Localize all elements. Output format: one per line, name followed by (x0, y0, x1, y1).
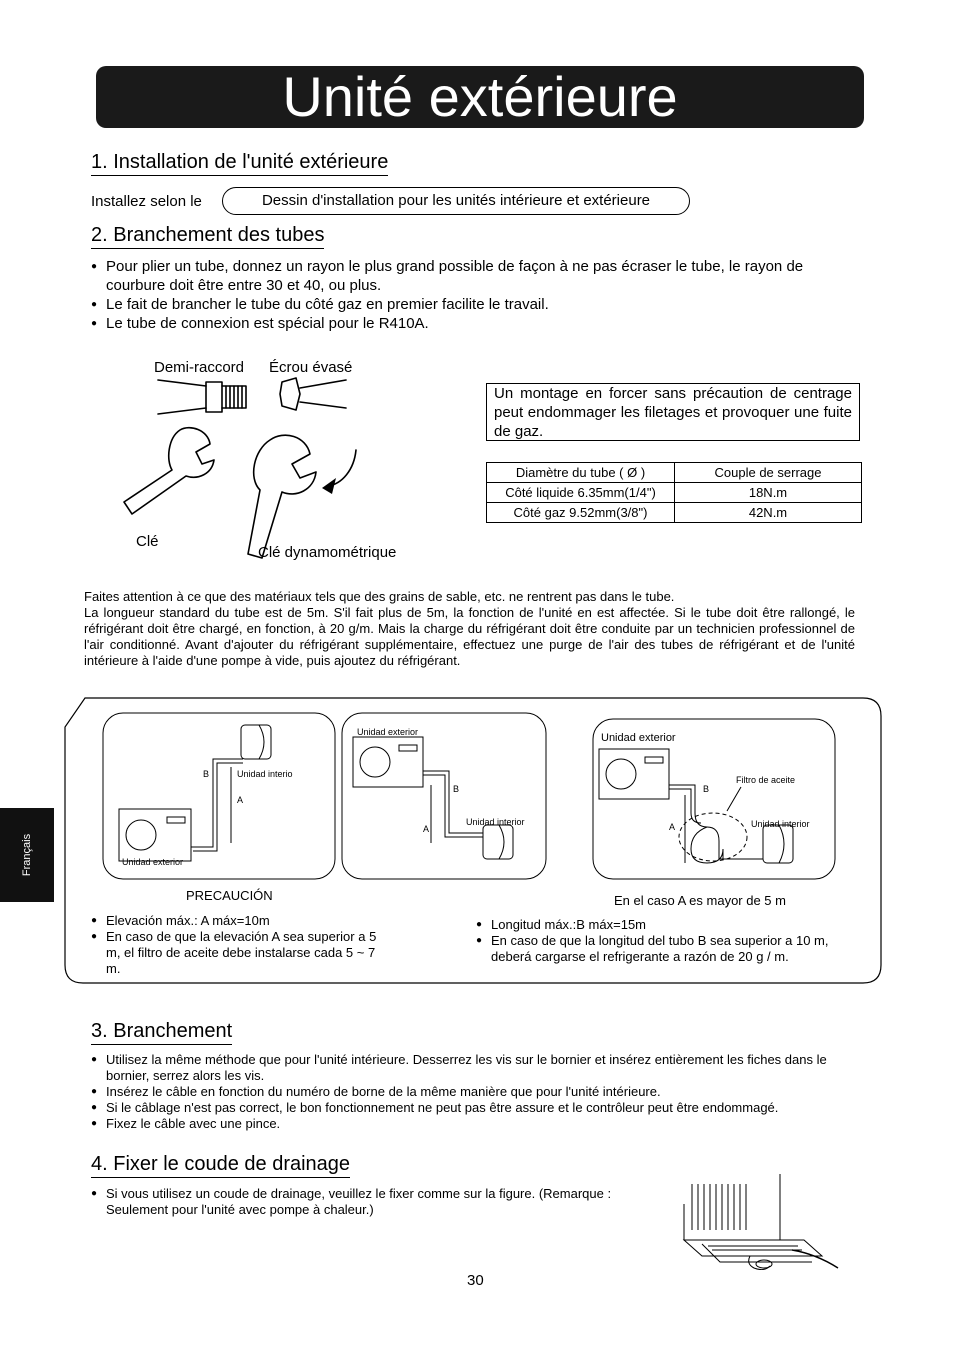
list-item: ● En caso de que la longitud del tubo B sea superior a 10 m, deberá cargarse el refrigerante a razón de 20 g / m. (476, 933, 856, 965)
table-cell: 18N.m (675, 483, 862, 503)
table-row (487, 503, 862, 523)
d3-outdoor-label: Unidad exterior (601, 732, 676, 744)
d3-a-label: A (669, 822, 676, 832)
d2-outdoor-label: Unidad exterior (357, 727, 419, 737)
note-paragraph: La longueur standard du tube est de 5m. S'il fait plus de 5m, la fonction de l'unité en est affectée. Si le tube doit être rallongé, le réfrigérant doit être chargé, en fonction, à 20 g/m. Mais la charge du réfrigérant doit être conduite par un technicien professionnel de l'air conditionné. Avant d'ajouter du réfrigérant supplémentaire, effectuez une purge de l'air des tubes de réfrigérant et de l'unité intérieure à l'aide d'une pompe à vide, puis ajoutez du réfrigérant. (84, 605, 855, 668)
table-header: Couple de serrage (675, 463, 862, 483)
list-item: ● En caso de que la elevación A sea superior a 5 m, el filtro de aceite debe instalarse cada 5 ~ 7 m. (91, 929, 391, 977)
list-item: ● Le fait de brancher le tube du côté gaz en premier facilite le travail. (91, 295, 866, 314)
section2-heading: 2. Branchement des tubes (91, 223, 324, 249)
diagram-left-bullets (91, 913, 391, 977)
d1-indoor-label: Unidad interio (237, 769, 293, 779)
table-row (487, 483, 862, 503)
table-cell: Côté gaz 9.52mm(3/8") (487, 503, 675, 523)
d3-filter-label: Filtro de aceite (736, 775, 796, 785)
table-cell: Côté liquide 6.35mm(1/4") (487, 483, 675, 503)
list-item: ● Si le câblage n'est pas correct, le bon fonctionnement ne peut pas être assure et le contrôleur peut être endommagé. (91, 1100, 866, 1116)
d3-b-label: B (703, 784, 710, 794)
list-item: ● Elevación máx.: A máx=10m (91, 913, 391, 929)
list-item: ● Utilisez la même méthode que pour l'unité intérieure. Desserrez les vis sur le bornier et insérez entièrement les fiches dans le bornier, serrez alors les vis. (91, 1052, 866, 1084)
torque-wrench-label: Clé dynamométrique (258, 544, 397, 561)
diagram-right-bullets (476, 917, 856, 965)
section3-bullets (91, 1052, 866, 1132)
section4-bullets (91, 1186, 669, 1218)
install-prefix: Installez selon le (91, 193, 202, 210)
list-item: ● Le tube de connexion est spécial pour le R410A. (91, 314, 866, 333)
language-tab (0, 808, 54, 902)
list-item: ● Longitud máx.:B máx=15m (476, 917, 856, 933)
d2-a-label: A (423, 824, 430, 834)
section3-heading: 3. Branchement (91, 1019, 232, 1045)
page-title: Unité extérieure (96, 66, 864, 128)
install-drawing-reference: Dessin d'installation pour les unités intérieure et extérieure (222, 187, 690, 215)
list-item: ● Si vous utilisez un coude de drainage, veuillez le fixer comme sur la figure. (Remarque : Seulement pour l'unité avec pompe à chaleur.) (91, 1186, 669, 1218)
list-item: ● Insérez le câble en fonction du numéro de borne de la même manière que pour l'unité intérieure. (91, 1084, 866, 1100)
table-cell: 42N.m (675, 503, 862, 523)
language-tab-label: Français (21, 833, 33, 877)
d2-b-label: B (453, 784, 460, 794)
d1-outdoor-label: Unidad exterior (122, 857, 184, 867)
d1-b-label: B (203, 769, 210, 779)
wrench-label: Clé (136, 533, 159, 550)
drain-elbow-illustration (672, 1170, 842, 1270)
section1-heading: 1. Installation de l'unité extérieure (91, 150, 388, 176)
half-union-label: Demi-raccord (154, 359, 245, 376)
note-paragraph: Faites attention à ce que des matériaux tels que des grains de sable, etc. ne rentrent pas dans le tube. (84, 589, 675, 604)
list-item: ● Fixez le câble avec une pince. (91, 1116, 866, 1132)
torque-table (486, 462, 862, 523)
long-pipe-caption: En el caso A es mayor de 5 m (614, 893, 786, 908)
d3-indoor-label: Unidad interior (751, 819, 810, 829)
section4-heading: 4. Fixer le coude de drainage (91, 1152, 350, 1178)
warning-box: Un montage en forcer sans précaution de centrage peut endommager les filetages et provoquer une fuite de gaz. (486, 383, 860, 441)
d2-indoor-label: Unidad interior (466, 817, 525, 827)
list-item: ● Pour plier un tube, donnez un rayon le plus grand possible de façon à ne pas écraser le tube, le rayon de courbure doit être entre 30 et 40, ou plus. (91, 257, 866, 295)
flare-nut-label: Écrou évasé (269, 359, 353, 376)
precaution-caption: PRECAUCIÓN (186, 888, 273, 903)
section2-bullets (91, 257, 866, 333)
tube-notes (84, 589, 855, 669)
d1-a-label: A (237, 795, 244, 805)
table-header: Diamètre du tube ( Ø ) (487, 463, 675, 483)
table-header-row (487, 463, 862, 483)
page-number: 30 (467, 1272, 484, 1289)
